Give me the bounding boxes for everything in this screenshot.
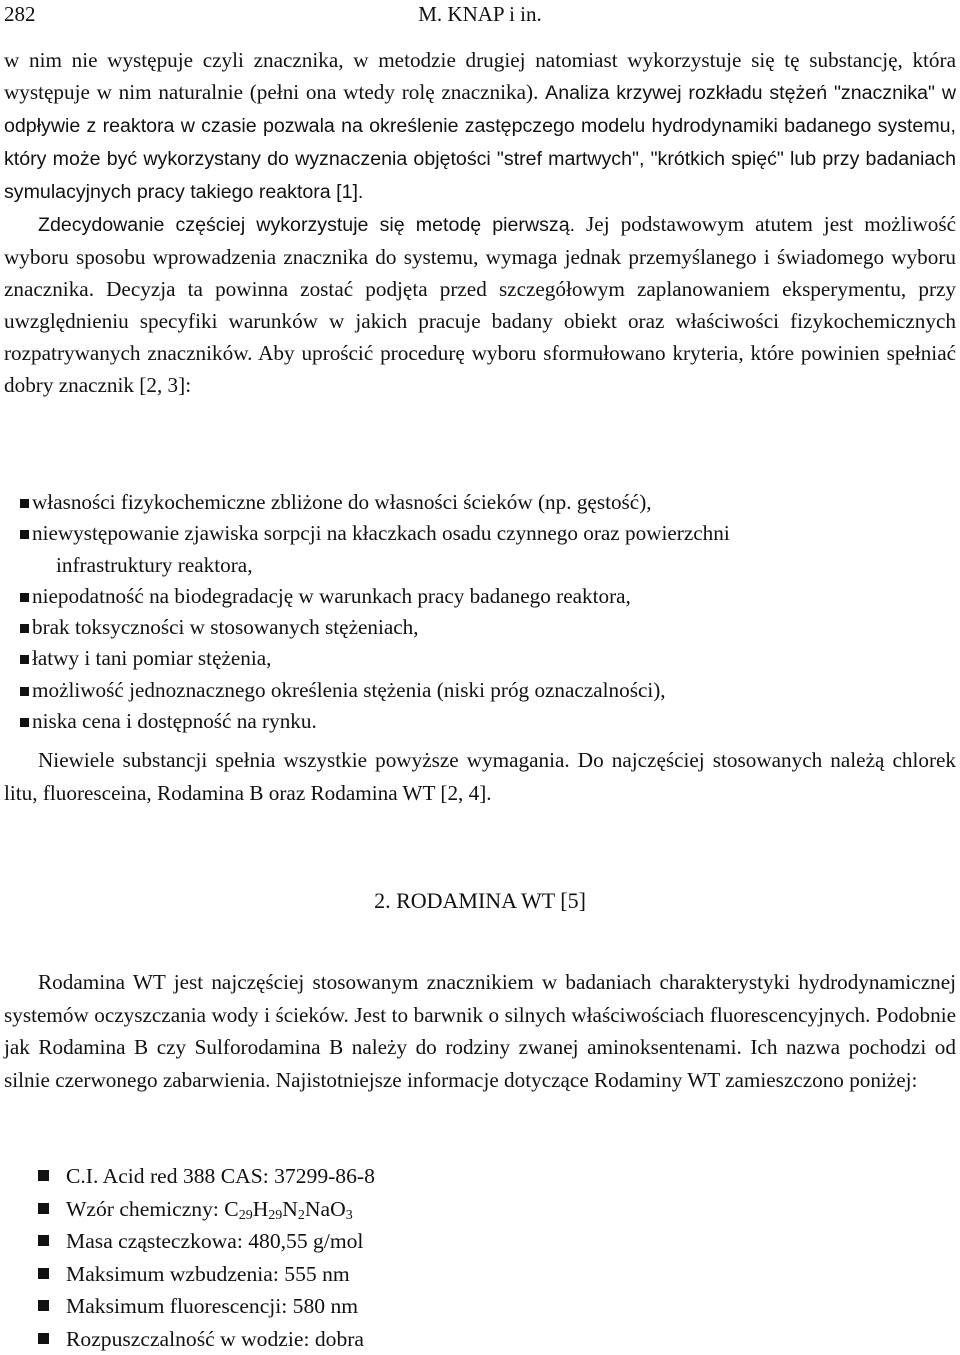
list-item: łatwy i tani pomiar stężenia, xyxy=(20,643,955,674)
bullet-square-icon xyxy=(20,499,29,508)
bullet-square-icon xyxy=(20,718,29,727)
properties-list xyxy=(38,1160,738,1355)
intro-paragraph xyxy=(4,44,956,208)
section-heading: 2. RODAMINA WT [5] xyxy=(0,888,960,914)
summary-paragraph: Niewiele substancji spełnia wszystkie powyższe wymagania. Do najczęściej stosowanych należą chlorek litu, fluoresceina, Rodamina B oraz Rodamina WT [2, 4]. xyxy=(4,744,956,810)
property-item-formula: Wzór chemiczny: $C_{29}H_{29}N_2NaO_3$ xyxy=(38,1193,738,1226)
bullet-square-icon xyxy=(38,1203,49,1214)
criteria-list xyxy=(20,487,955,737)
intro-section xyxy=(4,44,956,401)
page-header xyxy=(0,2,960,30)
property-item-solubility: Rozpuszczalność w wodzie: dobra xyxy=(38,1323,738,1355)
bullet-square-icon xyxy=(20,655,29,664)
property-item-mass: Masa cząsteczkowa: 480,55 g/mol xyxy=(38,1225,738,1258)
property-item-ci: C.I. Acid red 388 CAS: 37299-86-8 xyxy=(38,1160,738,1193)
intro-sans-text: Analiza krzywej rozkładu stężeń "znacznika" w odpływie z reaktora w czasie pozwala na określenie zastępczego modelu hydrodynamiki badanego systemu, który może być wykorzystany do wyznaczenia objętości "stref martwych", "krótkich spięć" lub przy badaniach symulacyjnych pracy takiego reaktora [1]. xyxy=(4,82,956,203)
rhodamine-paragraph: Rodamina WT jest najczęściej stosowanym znacznikiem w badaniach charakterystyki hydrodynamicznej systemów oczyszczania wody i ścieków. Jest to barwnik o silnych właściwościach fluorescencyjnych. Podobnie jak Rodamina B czy Sulforodamina B należy do rodziny zwanej aminoksentenami. Ich nazwa pochodzi od silnie czerwonego zabarwienia. Najistotniejsze informacje dotyczące Rodaminy WT zamieszczono poniżej: xyxy=(4,966,956,1096)
list-item: możliwość jednoznacznego określenia stężenia (niski próg oznaczalności), xyxy=(20,675,955,706)
bullet-square-icon xyxy=(38,1235,49,1246)
list-item: niska cena i dostępność na rynku. xyxy=(20,706,955,737)
bullet-square-icon xyxy=(20,687,29,696)
list-item: niewystępowanie zjawiska sorpcji na kłaczkach osadu czynnego oraz powierzchni infrastruktury reaktora, xyxy=(20,518,955,581)
list-item: niepodatność na biodegradację w warunkach pracy badanego reaktora, xyxy=(20,581,955,612)
property-item-fluorescence: Maksimum fluorescencji: 580 nm xyxy=(38,1290,738,1323)
property-item-excitation: Maksimum wzbudzenia: 555 nm xyxy=(38,1258,738,1291)
method-sans-text: Zdecydowanie częściej wykorzystuje się metodę pierwszą. xyxy=(38,214,575,236)
bullet-square-icon xyxy=(20,593,29,602)
running-head: M. KNAP i in. xyxy=(0,2,960,27)
page-number: 282 xyxy=(4,2,36,27)
list-item: własności fizykochemiczne zbliżone do własności ścieków (np. gęstość), xyxy=(20,487,955,518)
bullet-square-icon xyxy=(20,530,29,539)
bullet-square-icon xyxy=(38,1333,49,1344)
intro-serif-text: w nim nie występuje czyli znacznika, w metodzie drugiej natomiast wykorzystuje się tę substancję, która występuje w nim naturalnie (pełni ona wtedy rolę znacznika). xyxy=(4,48,956,104)
list-item: brak toksyczności w stosowanych stężeniach, xyxy=(20,612,955,643)
bullet-square-icon xyxy=(38,1170,49,1181)
bullet-square-icon xyxy=(20,624,29,633)
method-serif-text: Jej podstawowym atutem jest możliwość wyboru sposobu wprowadzenia znacznika do systemu, wymaga jednak przemyślanego i świadomego wyboru znacznika. Decyzja ta powinna zostać podjęta przed szczegółowym zaplanowaniem eksperymentu, przy uwzględnieniu specyfiki warunków w jakich pracuje badany obiekt oraz właściwości fizykochemicznych rozpatrywanych znaczników. Aby uprościć procedurę wyboru sformułowano kryteria, które powinien spełniać dobry znacznik [2, 3]: xyxy=(4,212,956,397)
bullet-square-icon xyxy=(38,1268,49,1279)
method-paragraph xyxy=(4,208,956,401)
bullet-square-icon xyxy=(38,1300,49,1311)
